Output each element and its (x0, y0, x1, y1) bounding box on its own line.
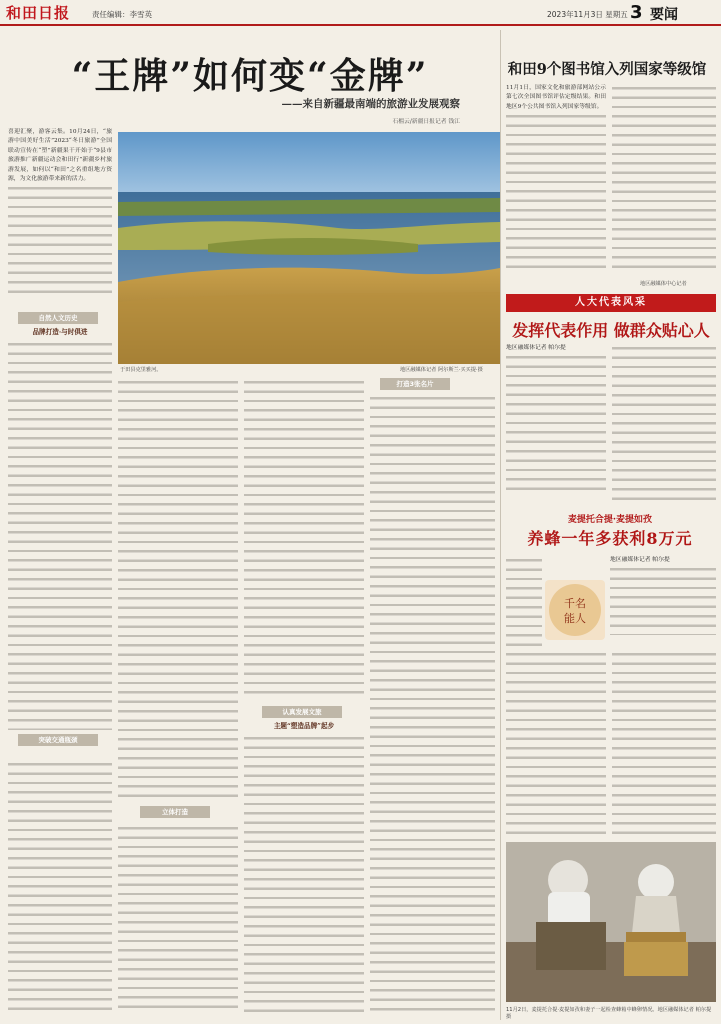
landscape-photo (118, 132, 500, 364)
subhead-1: 品牌打造·与时俱进 (32, 328, 88, 336)
body-column-1 (8, 340, 112, 730)
library-headline: 和田9个图书馆入列国家等级馆 (507, 61, 707, 78)
library-credit: 地区融媒体中心记者 (640, 281, 687, 287)
beekeeper-body-1 (506, 650, 606, 835)
photo-credit: 地区融媒体记者 阿尔斯兰·买买提·摄 (400, 367, 483, 373)
main-byline: 石榴云/新疆日报记者 钱江 (392, 119, 460, 125)
section-label-box: 自然人文历史 (18, 312, 98, 324)
beekeeper-photo (506, 842, 716, 1002)
beekeeper-lead (506, 556, 542, 646)
body-column-3 (244, 378, 364, 698)
beekeeper-headline: 养蜂一年多获利8万元 (527, 529, 693, 548)
issue-date: 2023年11月3日 星期五 (547, 10, 628, 19)
thousand-talents-badge (545, 580, 605, 640)
body-column-4 (370, 394, 495, 1014)
people-kicker: 麦提托合提·麦提如孜 (567, 515, 653, 525)
section-label-box-4: 认真发展文旅 (262, 706, 342, 718)
body-column-2 (118, 378, 238, 798)
subhead-4: 主题“塑造品牌”起步 (273, 722, 335, 730)
section-label-box-2: 突破交通瓶颈 (18, 734, 98, 746)
masthead (0, 0, 721, 26)
body-column-3b (244, 734, 364, 1014)
page-number: 3 (630, 2, 643, 23)
section-name: 要闻 (650, 7, 678, 23)
section-label-box-5: 打造3张名片 (380, 378, 450, 390)
people-banner: 人大代表风采 (506, 294, 716, 312)
section-label-box-3: 立体打造 (140, 806, 210, 818)
library-body-2 (612, 84, 716, 274)
badge-text-2: 能人 (564, 612, 586, 625)
editor-credit: 责任编辑：李雪英 (92, 10, 152, 19)
main-headline: “王牌”如何变“金牌” (71, 55, 429, 97)
newspaper-logo: 和田日报 (6, 4, 71, 22)
beekeeper-body-2 (612, 650, 716, 835)
beekeeper-body-top: 地区融媒体记者 帕尔提 (610, 556, 716, 646)
people-body-2 (612, 344, 716, 504)
body-column-1b (8, 760, 112, 1015)
people-body-1: 地区融媒体记者 帕尔提 (506, 344, 606, 504)
people-headline: 发挥代表作用 做群众贴心人 (512, 321, 710, 340)
main-subtitle: ——来自新疆最南端的旅游业发展观察 (281, 98, 460, 110)
library-body-1: 11月1日，国家文化和旅游部网站公示第七次全国图书馆评估定级结果。和田地区9个公共图书馆入列国家等级馆。 (506, 84, 606, 284)
body-column-2b (118, 824, 238, 1014)
badge-text-1: 千名 (564, 597, 586, 610)
photo-caption: 于田县克里雅河。 (120, 367, 162, 373)
column-divider (500, 30, 501, 1020)
beekeeper-caption: 11月2日，麦提托合提·麦提如孜和妻子一起检查蜂箱中蜂卵情况。地区融媒体记者 帕尔提 摄 (506, 1007, 712, 1020)
main-lead-text: 喜迎汇聚，游客云集。10月24日，“旅游中国美好生活”2023“冬日旅游”全国联动宣传在“塑”新疆果干开始于“9县市旅游推广新疆运动会和田行”新疆乡村旅游发展，如何以“和田”之名重组地方资源，为文化旅游带来新的活力。 (8, 128, 112, 308)
